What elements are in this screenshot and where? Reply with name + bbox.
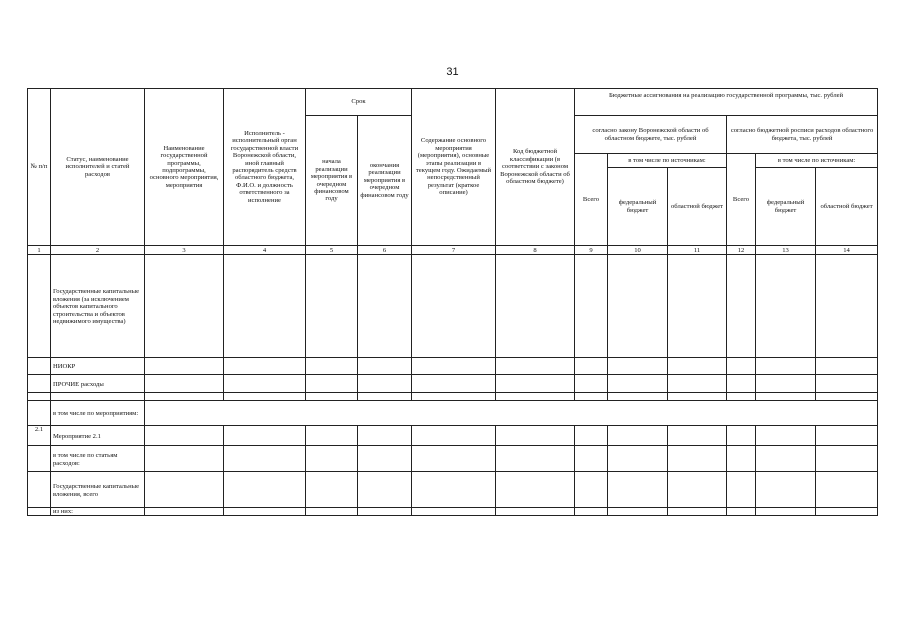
row-of-which: из них:	[51, 508, 145, 516]
table-row	[28, 393, 878, 401]
cell	[306, 426, 358, 446]
cell	[756, 375, 816, 393]
cell	[575, 358, 608, 375]
cell	[224, 255, 306, 358]
cell	[28, 472, 51, 508]
cell	[727, 375, 756, 393]
cell	[358, 446, 412, 472]
cell	[496, 446, 575, 472]
colnum: 3	[145, 246, 224, 255]
cell	[28, 401, 51, 426]
cell	[412, 508, 496, 516]
cell	[816, 255, 878, 358]
cell	[412, 375, 496, 393]
row-other: ПРОЧИЕ расходы	[51, 375, 145, 393]
cell	[306, 358, 358, 375]
header-col-status: Статус, наименование исполнителей и статей расходов	[51, 89, 145, 246]
cell	[608, 426, 668, 446]
table-row	[28, 426, 878, 446]
cell	[608, 358, 668, 375]
cell	[28, 393, 51, 401]
cell	[28, 446, 51, 472]
cell	[668, 508, 727, 516]
cell	[358, 472, 412, 508]
cell	[496, 508, 575, 516]
cell	[816, 375, 878, 393]
cell	[306, 446, 358, 472]
table-row	[28, 472, 878, 508]
cell	[306, 255, 358, 358]
colnum: 11	[668, 246, 727, 255]
cell	[224, 358, 306, 375]
cell	[668, 375, 727, 393]
cell	[727, 472, 756, 508]
header-fed-10: федеральный бюджет	[608, 168, 668, 246]
header-sources-law: в том числе по источникам:	[608, 154, 727, 168]
cell	[756, 393, 816, 401]
cell	[306, 472, 358, 508]
cell	[816, 472, 878, 508]
row-including-expenses: в том числе по статьям расходов:	[51, 446, 145, 472]
cell	[816, 393, 878, 401]
cell	[668, 472, 727, 508]
colnum: 10	[608, 246, 668, 255]
cell	[358, 426, 412, 446]
cell	[756, 446, 816, 472]
cell	[145, 426, 224, 446]
cell	[412, 393, 496, 401]
cell	[412, 255, 496, 358]
cell	[306, 393, 358, 401]
header-col-content: Содержание основного мероприятия (мероприятия), основные этапы реализации в текущем году. Ожидаемый непосредственный результат (краткое описание)	[412, 89, 496, 246]
header-col-number: № п/п	[28, 89, 51, 246]
cell	[224, 393, 306, 401]
cell	[145, 446, 224, 472]
header-col-program: Наименование государственной программы, подпрограммы, основного мероприятия, мероприятия	[145, 89, 224, 246]
cell	[145, 508, 224, 516]
cell	[358, 358, 412, 375]
cell	[668, 393, 727, 401]
cell	[412, 472, 496, 508]
colnum: 8	[496, 246, 575, 255]
row-niokr: НИОКР	[51, 358, 145, 375]
cell	[756, 358, 816, 375]
header-col-executor: Исполнитель - исполнительный орган государственной власти Воронежской области, иной главный распорядитель средств областного бюджета, Ф.И.О. и должность ответственного за исполнение	[224, 89, 306, 246]
header-col-start: начала реализации мероприятия в очередном финансовом году	[306, 116, 358, 246]
cell	[608, 446, 668, 472]
cell	[608, 255, 668, 358]
cell	[816, 426, 878, 446]
colnum: 13	[756, 246, 816, 255]
cell	[358, 375, 412, 393]
page-number: 31	[446, 66, 459, 78]
cell	[816, 358, 878, 375]
cell	[496, 393, 575, 401]
cell	[608, 508, 668, 516]
row-state-capital-total: Государственные капитальные вложения, всего	[51, 472, 145, 508]
cell	[727, 426, 756, 446]
cell	[575, 393, 608, 401]
budget-table	[27, 88, 878, 516]
cell	[224, 375, 306, 393]
header-srok: Срок	[306, 89, 412, 116]
header-obl-11: областной бюджет	[668, 168, 727, 246]
colnum: 5	[306, 246, 358, 255]
header-law-group: согласно закону Воронежской области об областном бюджете, тыс. рублей	[575, 116, 727, 154]
row-capital-investments: Государственные капитальные вложения (за исключением объектов капитального строительства и объектов недвижимого имущества)	[51, 255, 145, 358]
merged-cell	[145, 401, 878, 426]
cell	[496, 375, 575, 393]
cell	[727, 446, 756, 472]
cell	[496, 255, 575, 358]
cell	[816, 446, 878, 472]
cell	[51, 393, 145, 401]
colnum: 1	[28, 246, 51, 255]
cell	[727, 358, 756, 375]
cell	[575, 508, 608, 516]
cell	[668, 446, 727, 472]
cell	[224, 446, 306, 472]
row-event-number: 2.1	[28, 426, 51, 446]
cell	[756, 508, 816, 516]
cell	[575, 472, 608, 508]
header-col-end: окончания реализации мероприятия в очередном финансовом году	[358, 116, 412, 246]
cell	[306, 508, 358, 516]
header-vsego-9: Всего	[575, 154, 608, 246]
cell	[496, 426, 575, 446]
cell	[145, 472, 224, 508]
table-row	[28, 508, 878, 516]
table-row	[28, 375, 878, 393]
cell	[668, 426, 727, 446]
cell	[816, 508, 878, 516]
row-event-name: Мероприятие 2.1	[51, 426, 145, 446]
colnum: 12	[727, 246, 756, 255]
cell	[608, 393, 668, 401]
cell	[358, 255, 412, 358]
cell	[28, 358, 51, 375]
cell	[668, 358, 727, 375]
cell	[496, 472, 575, 508]
cell	[145, 375, 224, 393]
cell	[145, 255, 224, 358]
cell	[756, 472, 816, 508]
table-row	[28, 255, 878, 358]
row-including-events: в том числе по мероприятиям:	[51, 401, 145, 426]
cell	[358, 393, 412, 401]
colnum: 14	[816, 246, 878, 255]
cell	[608, 472, 668, 508]
cell	[306, 375, 358, 393]
cell	[358, 508, 412, 516]
cell	[224, 508, 306, 516]
cell	[412, 446, 496, 472]
cell	[727, 393, 756, 401]
header-vsego-12: Всего	[727, 154, 756, 246]
cell	[496, 358, 575, 375]
table-row	[28, 358, 878, 375]
header-sources-rospis: в том числе по источникам:	[756, 154, 878, 168]
cell	[412, 358, 496, 375]
cell	[28, 375, 51, 393]
cell	[412, 426, 496, 446]
header-col-code: Код бюджетной классификации (в соответствии с законом Воронежской области об областном бюджете)	[496, 89, 575, 246]
cell	[224, 472, 306, 508]
header-budget-group: Бюджетные ассигнования на реализацию государственной программы, тыс. рублей	[575, 89, 878, 116]
cell	[224, 426, 306, 446]
table-row	[28, 446, 878, 472]
colnum: 9	[575, 246, 608, 255]
colnum: 7	[412, 246, 496, 255]
column-number-row	[28, 246, 878, 255]
cell	[608, 375, 668, 393]
cell	[756, 255, 816, 358]
cell	[575, 426, 608, 446]
table-row	[28, 401, 878, 426]
cell	[28, 508, 51, 516]
header-rospis-group: согласно бюджетной росписи расходов областного бюджета, тыс. рублей	[727, 116, 878, 154]
colnum: 2	[51, 246, 145, 255]
colnum: 4	[224, 246, 306, 255]
colnum: 6	[358, 246, 412, 255]
cell	[727, 508, 756, 516]
cell	[668, 255, 727, 358]
cell	[575, 375, 608, 393]
cell	[28, 255, 51, 358]
header-fed-13: федеральный бюджет	[756, 168, 816, 246]
header-obl-14: областной бюджет	[816, 168, 878, 246]
cell	[575, 255, 608, 358]
cell	[575, 446, 608, 472]
cell	[145, 358, 224, 375]
cell	[756, 426, 816, 446]
cell	[145, 393, 224, 401]
cell	[727, 255, 756, 358]
